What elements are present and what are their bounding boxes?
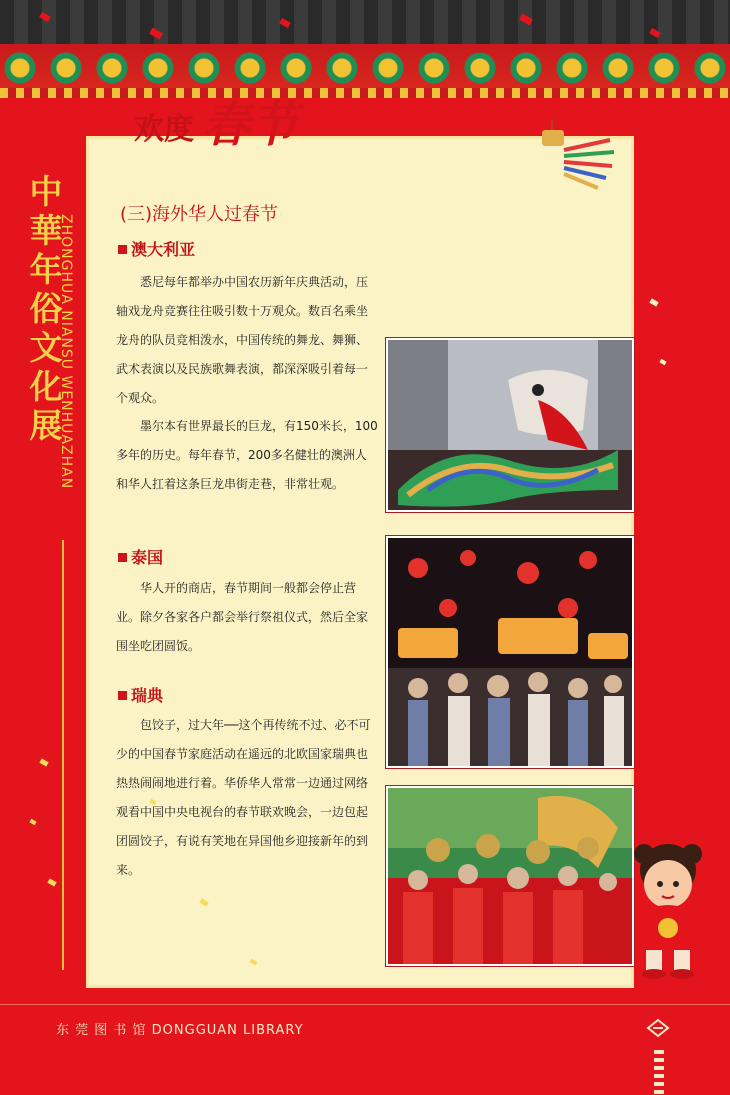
footer-library-name: 东 莞 图 书 馆 DONGGUAN LIBRARY bbox=[56, 1023, 304, 1038]
subheading-australia: 澳大利亚 bbox=[118, 237, 195, 260]
paragraph-sweden: 包饺子，过大年──这个再传统不过、必不可少的中国春节家庭活动在遥远的北欧国家瑞典也热热闹闹地进行着。华侨华人常常一边通过网络观看中国中央电视台的春节联欢晚会，一边包起团圆饺子，有说有笑地在异国他乡迎接新年的到来。 bbox=[116, 718, 371, 877]
petal-decoration bbox=[649, 298, 658, 306]
side-title-char: 俗 bbox=[29, 289, 63, 328]
side-title-char: 中 bbox=[29, 172, 63, 211]
side-title-char: 華 bbox=[29, 211, 63, 250]
subheading-sweden: 瑞典 bbox=[118, 683, 163, 706]
library-logo-icon bbox=[646, 1018, 670, 1038]
festival-heading bbox=[130, 82, 340, 152]
petal-decoration bbox=[47, 878, 56, 886]
footer-divider bbox=[0, 1004, 730, 1005]
petal-decoration bbox=[29, 819, 36, 825]
firecracker-icon bbox=[540, 120, 620, 190]
photo-street-celebration bbox=[386, 536, 634, 768]
roof-edge-trim bbox=[0, 88, 730, 98]
photo-dragon-dance bbox=[386, 338, 634, 512]
heading-small-text: 欢度 bbox=[134, 112, 194, 147]
paragraph-australia-1: 悉尼每年都举办中国农历新年庆典活动，压轴戏龙舟竞赛往往吸引数十万观众。数百名乘坐龙舟的队员竞相泼水，中国传统的舞龙、舞狮、武术表演以及民族歌舞表演，都深深吸引着每一个观众。 bbox=[116, 275, 369, 405]
side-title-char: 展 bbox=[29, 406, 63, 445]
roof-ornament-band bbox=[0, 44, 730, 92]
petal-decoration bbox=[659, 359, 666, 365]
side-title-char: 年 bbox=[29, 250, 63, 289]
heading-big-text: 春节 bbox=[202, 97, 299, 153]
side-title-char: 文 bbox=[29, 328, 63, 367]
side-pinyin: ZHONGHUA NIANSU WENHUAZHAN bbox=[58, 214, 74, 490]
side-title-char: 化 bbox=[29, 367, 63, 406]
subheading-thailand: 泰国 bbox=[118, 545, 163, 568]
new-year-doll-icon bbox=[624, 840, 710, 980]
petal-decoration bbox=[39, 758, 48, 766]
section-title: (三)海外华人过春节 bbox=[120, 204, 279, 225]
side-divider bbox=[62, 540, 64, 970]
footer-stripes bbox=[654, 1050, 664, 1095]
paragraph-thailand: 华人开的商店，春节期间一般都会停止营业。除夕各家各户都会举行祭祖仪式，然后全家围坐吃团圆饭。 bbox=[116, 581, 369, 653]
paragraph-australia-2: 墨尔本有世界最长的巨龙，有150米长，100多年的历史。每年春节，200多名健壮的澳洲人和华人扛着这条巨龙串街走巷，非常壮观。 bbox=[116, 419, 378, 491]
photo-lion-dance bbox=[386, 786, 634, 966]
